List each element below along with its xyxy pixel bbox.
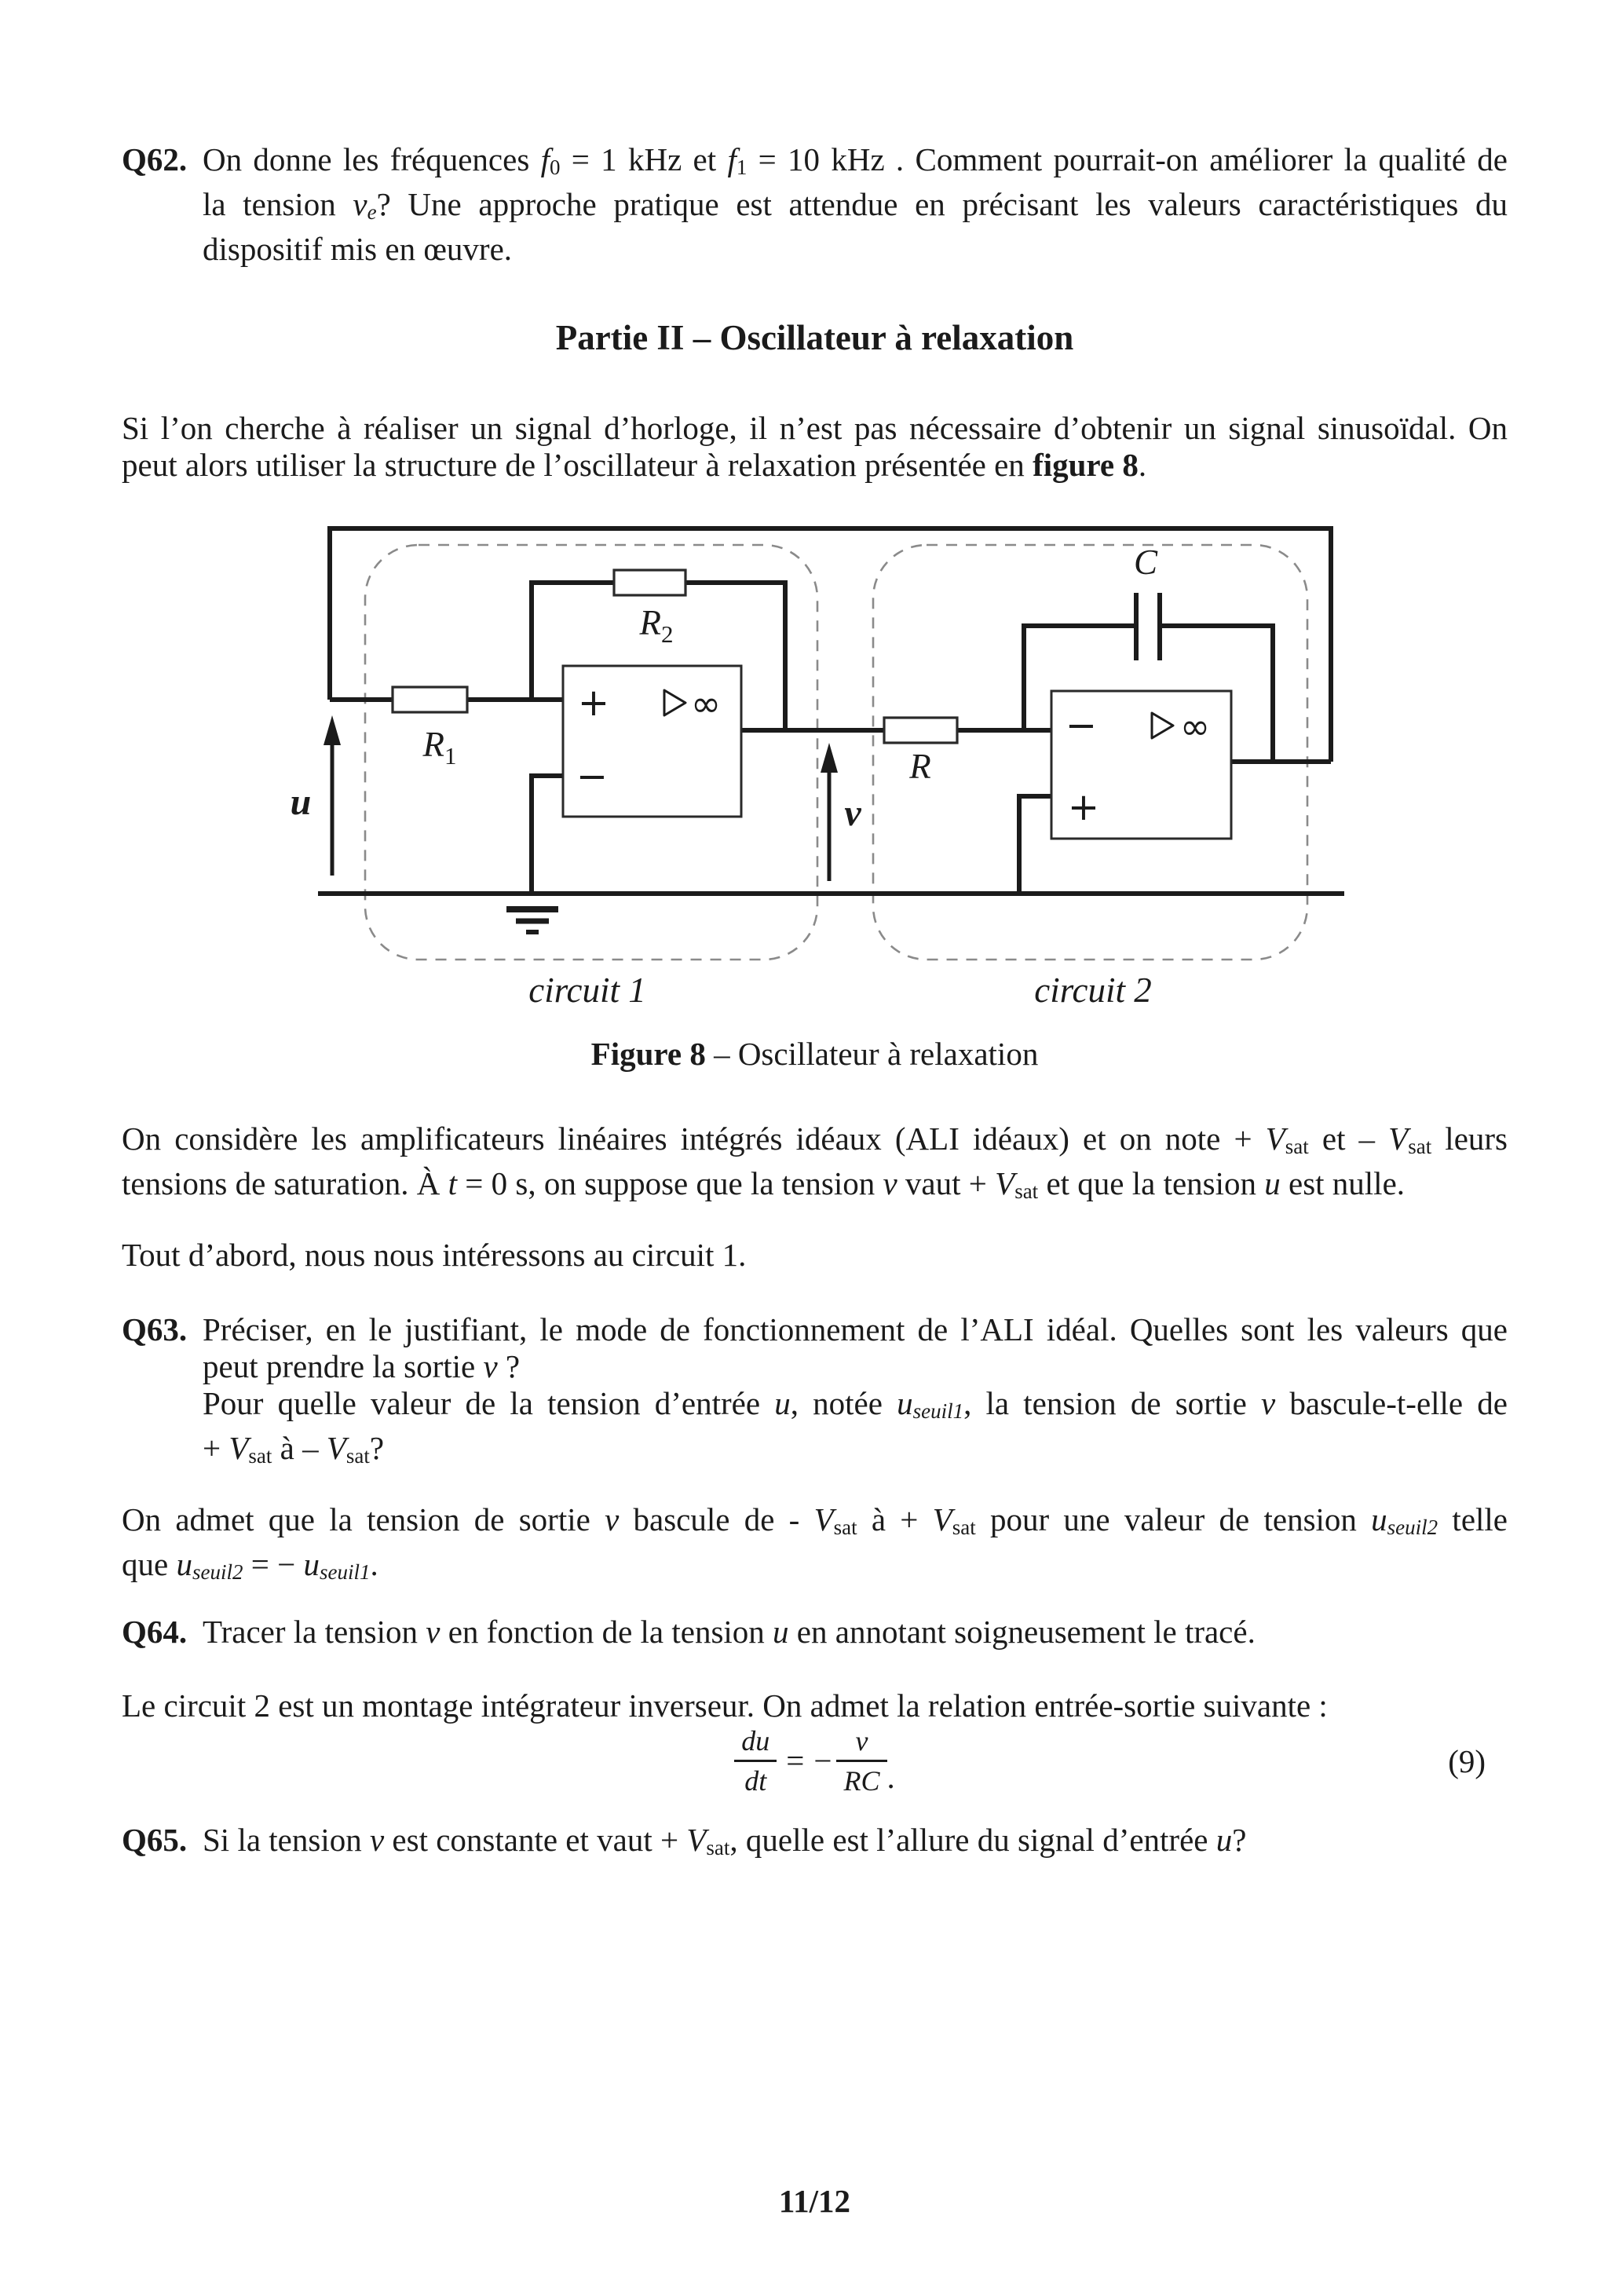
- fraction-numerator: du: [734, 1727, 777, 1762]
- equation-9: [734, 1727, 895, 1795]
- text-line: Si l’on cherche à réaliser un signal d’horloge, il n’est pas nécessaire d’obtenir un signal sinusoïdal. On: [122, 410, 1508, 446]
- figure-caption: Figure 8 – Oscillateur à relaxation: [590, 1036, 1039, 1072]
- text-line: Préciser, en le justifiant, le mode de fonctionnement de l’ALI idéal. Quelles sont les valeurs que: [203, 1311, 1508, 1347]
- text-line: On admet que la tension de sortie v bascule de - Vsat à + Vsat pour une valeur de tension useuil2 telle: [122, 1501, 1508, 1539]
- u-voltage-arrow: [324, 715, 341, 876]
- fraction-v-rc: [836, 1727, 886, 1795]
- equals-sign: =: [786, 1742, 805, 1779]
- text-line: + Vsat à – Vsat?: [203, 1429, 385, 1468]
- fraction-denominator: RC: [843, 1765, 880, 1797]
- v-label: v: [844, 792, 861, 834]
- fraction-denominator: dt: [744, 1765, 767, 1797]
- text-line: tensions de saturation. À t = 0 s, on suppose que la tension v vaut + Vsat et que la tension u est nulle.: [122, 1164, 1406, 1203]
- question-q63: [122, 1311, 1508, 1475]
- paragraph-ali: [122, 1121, 1508, 1210]
- fraction-numerator: v: [836, 1727, 886, 1762]
- opamp1-plus-input-label: +: [577, 681, 610, 725]
- u-label: u: [291, 781, 312, 823]
- equation-row: [122, 1716, 1508, 1806]
- text-line: On donne les fréquences f0 = 1 kHz et f1 = 10 kHz . Comment pourrait-on améliorer la qualité de: [203, 141, 1508, 179]
- opamp1-infinity-label: ∞: [690, 682, 722, 725]
- text-line: peut alors utiliser la structure de l’oscillateur à relaxation présentée en figure 8.: [122, 447, 1147, 483]
- opamp1-minus-input-label: −: [576, 755, 609, 799]
- page-number: 11/12: [778, 2183, 851, 2219]
- question-q64-label: Q64.: [122, 1614, 188, 1650]
- text-line: dispositif mis en œuvre.: [203, 230, 513, 267]
- equation-number: (9): [1448, 1742, 1486, 1779]
- r2-label: $R_2$: [639, 603, 674, 648]
- intro-paragraph: [122, 410, 1508, 484]
- wire-opamp1-minus-ground: [532, 776, 563, 894]
- ground-symbol: [506, 909, 558, 932]
- circuit2-label: circuit 2: [1034, 971, 1152, 1010]
- question-q62: [122, 141, 1508, 268]
- r1-label: $R_1$: [422, 725, 457, 770]
- section-title: Partie II – Oscillateur à relaxation: [555, 318, 1074, 357]
- resistor-r1: [393, 687, 467, 712]
- text-line: Si la tension v est constante et vaut + Vsat, quelle est l’allure du signal d’entrée u?: [203, 1822, 1247, 1859]
- resistor-r: [884, 718, 957, 743]
- circuit1-label: circuit 1: [528, 971, 646, 1010]
- text-line: Le circuit 2 est un montage intégrateur inverseur. On admet la relation entrée-sortie suivante :: [122, 1687, 1328, 1724]
- text-line: la tension ve? Une approche pratique est attendue en précisant les valeurs caractéristiques du: [203, 185, 1508, 224]
- paragraph-admet: [122, 1501, 1508, 1591]
- figure-8-schematic: [291, 509, 1358, 1021]
- question-q62-label: Q62.: [122, 141, 188, 177]
- minus-sign: −: [813, 1742, 832, 1779]
- question-q64: [122, 1614, 1508, 1651]
- text-line: peut prendre la sortie v ?: [203, 1348, 521, 1384]
- question-q63-label: Q63.: [122, 1311, 188, 1347]
- equation-period: .: [886, 1759, 895, 1795]
- question-q65: [122, 1822, 1508, 1866]
- v-arrow-head: [821, 743, 838, 773]
- u-arrow-head: [324, 715, 341, 745]
- r-label: R: [909, 747, 931, 786]
- v-voltage-arrow: [821, 743, 838, 881]
- text-line: On considère les amplificateurs linéaires intégrés idéaux (ALI idéaux) et on note + Vsat et – Vsat leurs: [122, 1121, 1508, 1158]
- text-line: que useuil2 = − useuil1.: [122, 1545, 378, 1584]
- c-label: C: [1133, 543, 1158, 582]
- opamp2-infinity-label: ∞: [1179, 705, 1211, 748]
- fraction-du-dt: [734, 1727, 777, 1795]
- opamp2-minus-input-label: −: [1065, 704, 1098, 748]
- text-line: Tracer la tension v en fonction de la tension u en annotant soigneusement le tracé.: [203, 1614, 1256, 1650]
- resistor-r2: [614, 570, 685, 595]
- text-line: Pour quelle valeur de la tension d’entrée u, notée useuil1, la tension de sortie v bascule-t-elle de: [203, 1385, 1508, 1423]
- paragraph-circuit1: [122, 1237, 1508, 1274]
- text-line: Tout d’abord, nous nous intéressons au circuit 1.: [122, 1237, 747, 1273]
- wire-opamp2-plus-ground: [1019, 796, 1051, 894]
- opamp2-plus-input-label: +: [1067, 785, 1100, 829]
- question-q65-label: Q65.: [122, 1822, 188, 1858]
